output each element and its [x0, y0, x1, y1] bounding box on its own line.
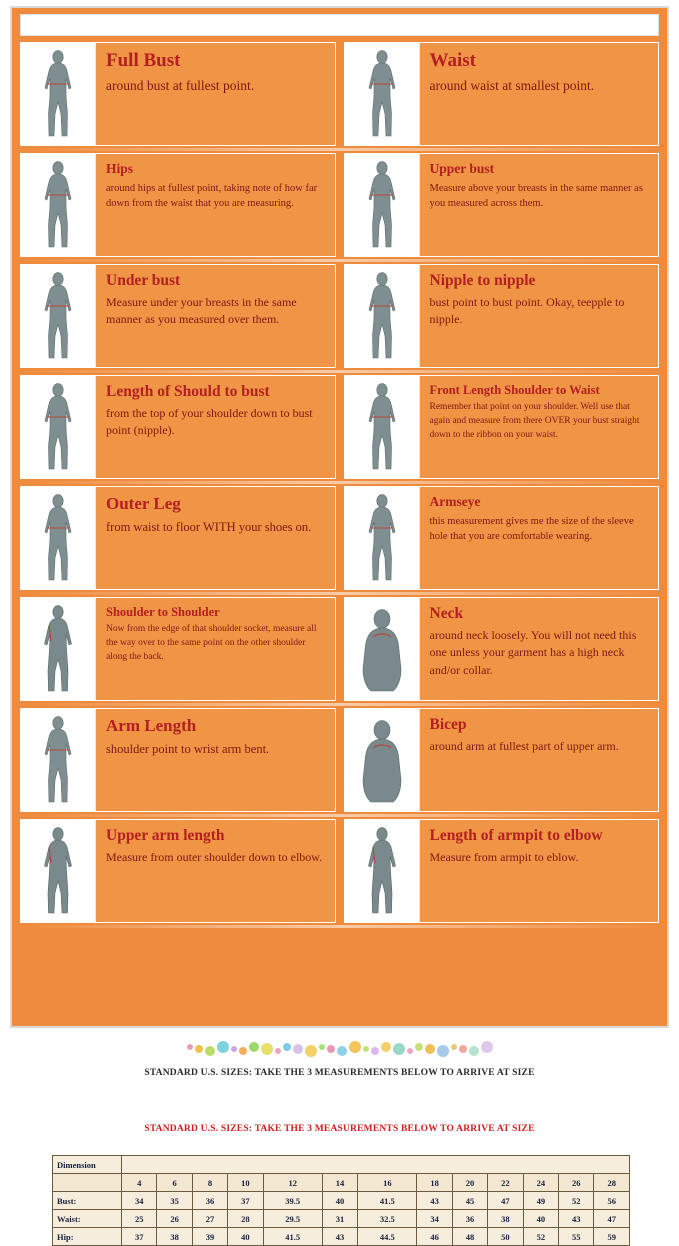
measurement-cell	[344, 597, 660, 701]
size-table-column-header: 8	[192, 1174, 227, 1192]
size-table-row-label: Hip:	[53, 1228, 122, 1246]
female-torso-back-icon	[345, 709, 420, 811]
measurement-text	[420, 709, 659, 811]
measurement-description: Now from the edge of that shoulder socket, measure all the way over to the same point on the other shoulder along the back.	[106, 624, 317, 662]
size-table-cell: 47	[594, 1210, 630, 1228]
size-table-cell: 36	[192, 1192, 227, 1210]
decorative-dot	[293, 1044, 303, 1054]
female-body-front-icon	[353, 381, 411, 473]
decorative-dot	[363, 1046, 369, 1052]
size-table-cell: 45	[452, 1192, 487, 1210]
female-body-front-icon	[21, 487, 96, 589]
size-table-column-header: 28	[594, 1174, 630, 1192]
measurement-cell	[344, 264, 660, 368]
size-table-cell: 40	[322, 1192, 357, 1210]
decorative-dot	[205, 1046, 215, 1056]
decorative-dot	[187, 1044, 193, 1050]
measurement-text	[96, 598, 335, 700]
size-table-cell: 38	[157, 1228, 192, 1246]
measurement-text	[96, 43, 335, 145]
size-table-column-header: 6	[157, 1174, 192, 1192]
measurement-text	[96, 376, 335, 478]
size-table-column-header: 4	[122, 1174, 157, 1192]
measurement-cell	[344, 819, 660, 923]
size-table-column-header: 16	[358, 1174, 417, 1192]
decorative-dot	[275, 1048, 281, 1054]
size-table-title-spacer	[122, 1156, 630, 1174]
measurement-cell	[20, 597, 336, 701]
measurement-title: Upper arm length	[106, 827, 225, 844]
measurement-title: Arm Length	[106, 716, 197, 735]
measurement-description: from the top of your shoulder down to bust point (nipple).	[106, 405, 313, 438]
measurement-description: around hips at fullest point, taking note of how far down from the waist that you are measuring.	[106, 182, 318, 209]
decorative-dot	[283, 1043, 291, 1051]
measurement-description: Remember that point on your shoulder. Well use that again and measure from there OVER your bust straight down to the ribbon on your waist.	[429, 402, 640, 440]
measurement-cell	[20, 486, 336, 590]
chart-top-banner	[20, 14, 659, 36]
decorative-dot	[459, 1045, 467, 1053]
size-table-column-header: 12	[263, 1174, 322, 1192]
measurement-title: Outer Leg	[106, 494, 181, 513]
size-table-cell: 52	[523, 1228, 558, 1246]
measurement-cell	[20, 708, 336, 812]
measurement-text	[420, 487, 659, 589]
measurement-cell	[344, 486, 660, 590]
size-table-cell: 43	[559, 1210, 594, 1228]
female-body-front-icon	[353, 270, 411, 362]
decorative-dot	[195, 1045, 203, 1053]
measurement-description: around bust at fullest point.	[106, 77, 255, 93]
measurement-title: Front Length Shoulder to Waist	[429, 383, 600, 397]
measurement-rows	[20, 42, 659, 923]
size-table-cell: 38	[488, 1210, 523, 1228]
female-body-front-icon	[21, 376, 96, 478]
measurement-title: Length of armpit to elbow	[429, 827, 603, 844]
measurement-description: shoulder point to wrist arm bent.	[106, 741, 270, 756]
female-body-front-icon	[29, 159, 87, 251]
measurement-description: around arm at fullest part of upper arm.	[429, 738, 619, 753]
female-body-front-icon	[345, 265, 420, 367]
decorative-dot	[349, 1041, 361, 1053]
size-table-cell: 41.5	[263, 1228, 322, 1246]
measurement-row	[20, 264, 659, 368]
size-table-header-blank	[53, 1174, 122, 1192]
measurement-chart-frame	[10, 6, 669, 1028]
decorative-dot	[393, 1043, 405, 1055]
decorative-dot	[231, 1046, 237, 1052]
measurement-description: from waist to floor WITH your shoes on.	[106, 519, 312, 534]
size-table-row-label: Waist:	[53, 1210, 122, 1228]
size-table-cell: 43	[417, 1192, 452, 1210]
size-table-corner-label: Dimension	[53, 1156, 122, 1174]
female-torso-back-icon	[345, 598, 420, 700]
size-table-cell: 27	[192, 1210, 227, 1228]
size-table-cell: 34	[122, 1192, 157, 1210]
size-table-column-header: 24	[523, 1174, 558, 1192]
measurement-description: Measure from outer shoulder down to elbow.	[106, 849, 323, 864]
caption-standard-sizes: STANDARD U.S. SIZES: TAKE THE 3 MEASUREMENTS BELOW TO ARRIVE AT SIZE	[144, 1068, 535, 1078]
size-table-cell: 40	[523, 1210, 558, 1228]
female-body-back-icon	[21, 598, 96, 700]
measurement-text	[420, 376, 659, 478]
size-table-column-header: 20	[452, 1174, 487, 1192]
measurement-title: Bicep	[429, 716, 467, 733]
measurement-text	[96, 265, 335, 367]
measurement-text	[420, 598, 659, 700]
size-table-cell: 37	[122, 1228, 157, 1246]
measurement-title: Length of Should to bust	[106, 383, 270, 400]
size-table-cell: 26	[157, 1210, 192, 1228]
size-table-cell: 49	[523, 1192, 558, 1210]
measurement-cell	[344, 42, 660, 146]
measurement-title: Hips	[106, 161, 134, 176]
measurement-title: Waist	[429, 50, 476, 71]
size-table-column-header: 14	[322, 1174, 357, 1192]
size-table-column-header: 10	[228, 1174, 263, 1192]
size-table-cell: 34	[417, 1210, 452, 1228]
female-torso-back-icon	[353, 603, 411, 695]
female-body-front-icon	[21, 43, 96, 145]
decorative-dot	[261, 1043, 273, 1055]
measurement-description: bust point to bust point. Okay, teepple to nipple.	[429, 294, 625, 327]
decorative-dot	[327, 1045, 335, 1053]
measurement-text	[420, 820, 659, 922]
size-table-cell: 47	[488, 1192, 523, 1210]
female-body-front-icon	[21, 154, 96, 256]
measurement-row	[20, 819, 659, 923]
size-table-cell: 35	[157, 1192, 192, 1210]
size-table-cell: 55	[559, 1228, 594, 1246]
decorative-dot	[451, 1044, 457, 1050]
decorative-dot	[481, 1041, 493, 1053]
measurement-description: around waist at smallest point.	[429, 77, 595, 93]
measurement-text	[96, 154, 335, 256]
measurement-row	[20, 486, 659, 590]
female-body-back-icon	[353, 825, 411, 917]
size-table-cell: 39.5	[263, 1192, 322, 1210]
measurement-row	[20, 708, 659, 812]
female-body-front-icon	[353, 492, 411, 584]
female-body-front-icon	[345, 154, 420, 256]
decorative-dot	[415, 1043, 423, 1051]
measurement-text	[420, 265, 659, 367]
size-table-cell: 59	[594, 1228, 630, 1246]
female-body-back-icon	[21, 820, 96, 922]
measurement-title: Nipple to nipple	[429, 272, 536, 289]
size-table-column-header: 26	[559, 1174, 594, 1192]
measurement-text	[96, 709, 335, 811]
measurement-description: Measure under your breasts in the same manner as you measured over them.	[106, 294, 297, 327]
size-table-cell: 48	[452, 1228, 487, 1246]
size-table-header-row	[53, 1174, 630, 1192]
female-body-front-icon	[21, 265, 96, 367]
measurement-title: Upper bust	[429, 161, 495, 176]
decorative-dot	[305, 1045, 317, 1057]
measurement-cell	[20, 264, 336, 368]
measurement-description: this measurement gives me the size of the sleeve hole that you are comfortable wearing.	[429, 515, 634, 542]
measurement-description: Measure above your breasts in the same manner as you measured across them.	[429, 182, 643, 209]
decorative-dot	[425, 1044, 435, 1054]
size-table-cell: 39	[192, 1228, 227, 1246]
measurement-cell	[344, 375, 660, 479]
size-table-cell: 41.5	[358, 1192, 417, 1210]
female-body-back-icon	[29, 825, 87, 917]
decorative-dot	[371, 1047, 379, 1055]
table-row	[53, 1210, 630, 1228]
size-table-cell: 44.5	[358, 1228, 417, 1246]
size-table-cell: 28	[228, 1210, 263, 1228]
female-body-front-icon	[29, 48, 87, 140]
female-body-front-icon	[29, 492, 87, 584]
measurement-cell	[20, 375, 336, 479]
measurement-row	[20, 153, 659, 257]
female-body-front-icon	[345, 376, 420, 478]
female-body-front-icon	[353, 159, 411, 251]
measurement-row	[20, 42, 659, 146]
size-table-cell: 50	[488, 1228, 523, 1246]
decorative-dot	[319, 1044, 325, 1050]
size-table-cell: 40	[228, 1228, 263, 1246]
decorative-dot	[381, 1042, 391, 1052]
decorative-dot	[217, 1041, 229, 1053]
measurement-title: Under bust	[106, 272, 181, 289]
measurement-title: Full Bust	[106, 50, 181, 71]
measurement-cell	[344, 708, 660, 812]
size-table-cell: 52	[559, 1192, 594, 1210]
female-torso-back-icon	[353, 714, 411, 806]
female-body-front-icon	[345, 487, 420, 589]
female-body-front-icon	[353, 48, 411, 140]
female-body-back-icon	[345, 820, 420, 922]
size-table-cell: 25	[122, 1210, 157, 1228]
female-body-front-icon	[21, 709, 96, 811]
size-table-column-header: 18	[417, 1174, 452, 1192]
female-body-back-icon	[29, 603, 87, 695]
decorative-dot	[249, 1042, 259, 1052]
female-body-front-icon	[29, 714, 87, 806]
measurement-row	[20, 597, 659, 701]
measurement-row	[20, 375, 659, 479]
measurement-text	[96, 487, 335, 589]
measurement-cell	[20, 153, 336, 257]
decorative-dot	[239, 1047, 247, 1055]
female-body-front-icon	[345, 43, 420, 145]
size-table-cell: 31	[322, 1210, 357, 1228]
measurement-text	[420, 154, 659, 256]
measurement-title: Neck	[429, 605, 464, 622]
female-body-front-icon	[29, 270, 87, 362]
decorative-dots-strip	[0, 1036, 679, 1062]
table-row	[53, 1228, 630, 1246]
size-table-cell: 32.5	[358, 1210, 417, 1228]
size-table-title-row	[53, 1156, 630, 1174]
decorative-dot	[407, 1048, 413, 1054]
female-body-front-icon	[29, 381, 87, 473]
size-table-row-label: Bust:	[53, 1192, 122, 1210]
measurement-text	[420, 43, 659, 145]
size-table-cell: 43	[322, 1228, 357, 1246]
measurement-cell	[20, 819, 336, 923]
decorative-dot	[437, 1045, 449, 1057]
size-table-cell: 37	[228, 1192, 263, 1210]
size-table-column-header: 22	[488, 1174, 523, 1192]
measurement-description: around neck loosely. You will not need this one unless your garment has a high neck and/or collar.	[429, 627, 637, 677]
measurement-description: Measure from armpit to eblow.	[429, 849, 579, 864]
size-chart-table-wrapper	[52, 1155, 630, 1246]
size-table-cell: 46	[417, 1228, 452, 1246]
measurement-text	[96, 820, 335, 922]
size-chart-table	[52, 1155, 630, 1246]
size-table-cell: 29.5	[263, 1210, 322, 1228]
table-row	[53, 1192, 630, 1210]
measurement-cell	[344, 153, 660, 257]
measurement-cell	[20, 42, 336, 146]
measurement-title: Armseye	[429, 494, 481, 509]
caption-standard-sizes-red: STANDARD U.S. SIZES: TAKE THE 3 MEASUREMENTS BELOW TO ARRIVE AT SIZE	[144, 1124, 535, 1134]
measurement-title: Shoulder to Shoulder	[106, 605, 220, 619]
decorative-dot	[337, 1046, 347, 1056]
size-table-cell: 36	[452, 1210, 487, 1228]
size-table-cell: 56	[594, 1192, 630, 1210]
decorative-dot	[469, 1046, 479, 1056]
